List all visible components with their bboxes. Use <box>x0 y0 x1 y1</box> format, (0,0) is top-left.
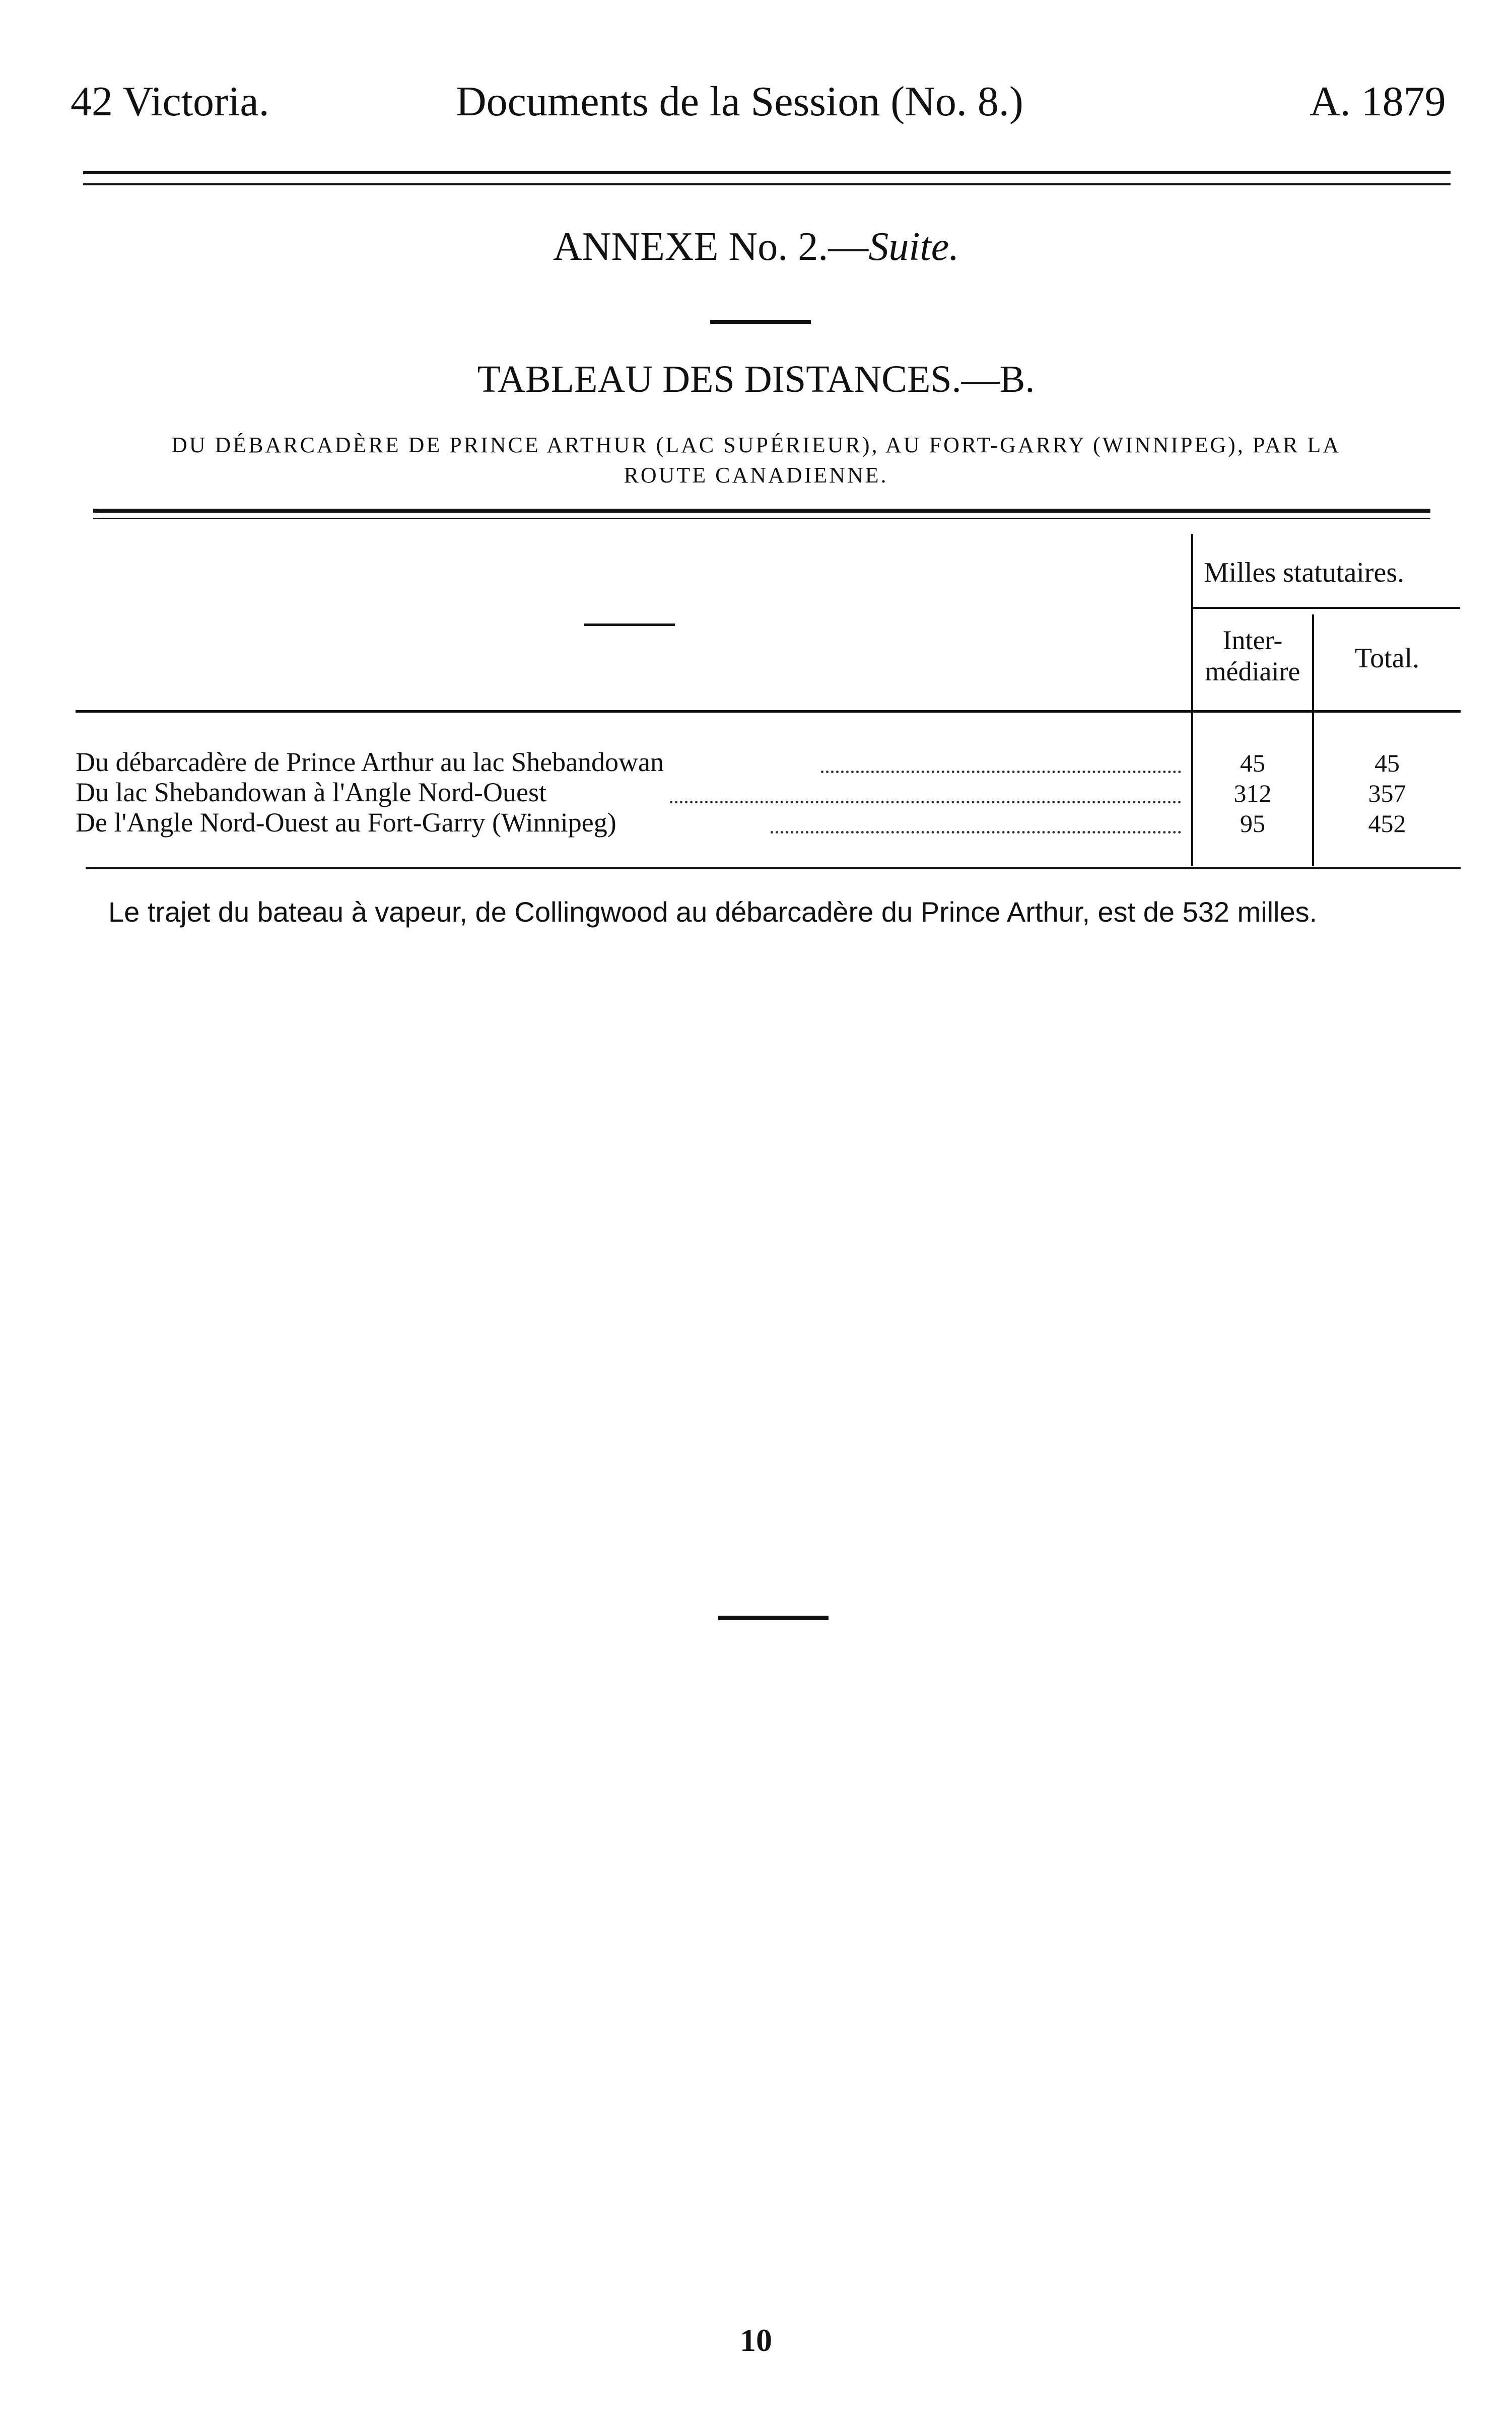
table-top-rule-thin <box>93 518 1430 519</box>
col-intermediate-line2: médiaire <box>1205 656 1300 687</box>
row-2-label: Du lac Shebandowan à l'Angle Nord-Ouest <box>76 777 546 807</box>
header-left: 42 Victoria. <box>71 78 269 125</box>
row-2-intermediate: 312 <box>1233 779 1272 807</box>
row-2-total: 357 <box>1368 779 1406 807</box>
row-3-leader <box>771 831 1181 834</box>
row-1-leader <box>821 771 1181 773</box>
table-top-rule <box>93 509 1430 513</box>
bottom-separator <box>718 1616 829 1620</box>
header-bottom-rule <box>76 710 1461 713</box>
annexe-suite: Suite. <box>868 225 959 269</box>
row-1-total: 45 <box>1374 749 1400 777</box>
group-header-underline <box>1193 607 1460 609</box>
row-1-intermediate: 45 <box>1240 749 1265 777</box>
row-2-leader <box>670 801 1181 803</box>
row-3-intermediate: 95 <box>1240 809 1265 838</box>
header-rule-top <box>83 171 1451 174</box>
tableau-title: TABLEAU DES DISTANCES.—B. <box>477 358 1035 400</box>
annexe-heading <box>0 224 1512 270</box>
tableau-subtitle-line2: ROUTE CANADIENNE. <box>624 463 888 488</box>
header-right: A. 1879 <box>1310 78 1446 125</box>
header-center: Documents de la Session (No. 8.) <box>456 78 1023 125</box>
col-total-header: Total. <box>1354 643 1420 674</box>
table-bottom-rule <box>86 867 1461 869</box>
annexe-separator <box>710 320 811 324</box>
col-intermediate-line1: Inter- <box>1222 625 1283 655</box>
tableau-subtitle-line1: DU DÉBARCADÈRE DE PRINCE ARTHUR (LAC SUPÉRIEUR), AU FORT-GARRY (WINNIPEG), PAR LA <box>171 433 1341 457</box>
row-3-label: De l'Angle Nord-Ouest au Fort-Garry (Winnipeg) <box>76 807 616 838</box>
header-rule-bottom <box>83 183 1451 185</box>
row-1-label: Du débarcadère de Prince Arthur au lac Shebandowan <box>76 747 664 777</box>
page-number: 10 <box>740 2322 772 2358</box>
distance-note: Le trajet du bateau à vapeur, de Collingwood au débarcadère du Prince Arthur, est de 532 milles. <box>108 896 1318 928</box>
annexe-title: ANNEXE No. 2.— <box>553 225 869 269</box>
group-header-milles: Milles statutaires. <box>1204 557 1405 588</box>
stub-header-dash <box>584 624 675 626</box>
col-intermediate-header <box>1193 625 1312 687</box>
row-3-total: 452 <box>1368 809 1406 838</box>
